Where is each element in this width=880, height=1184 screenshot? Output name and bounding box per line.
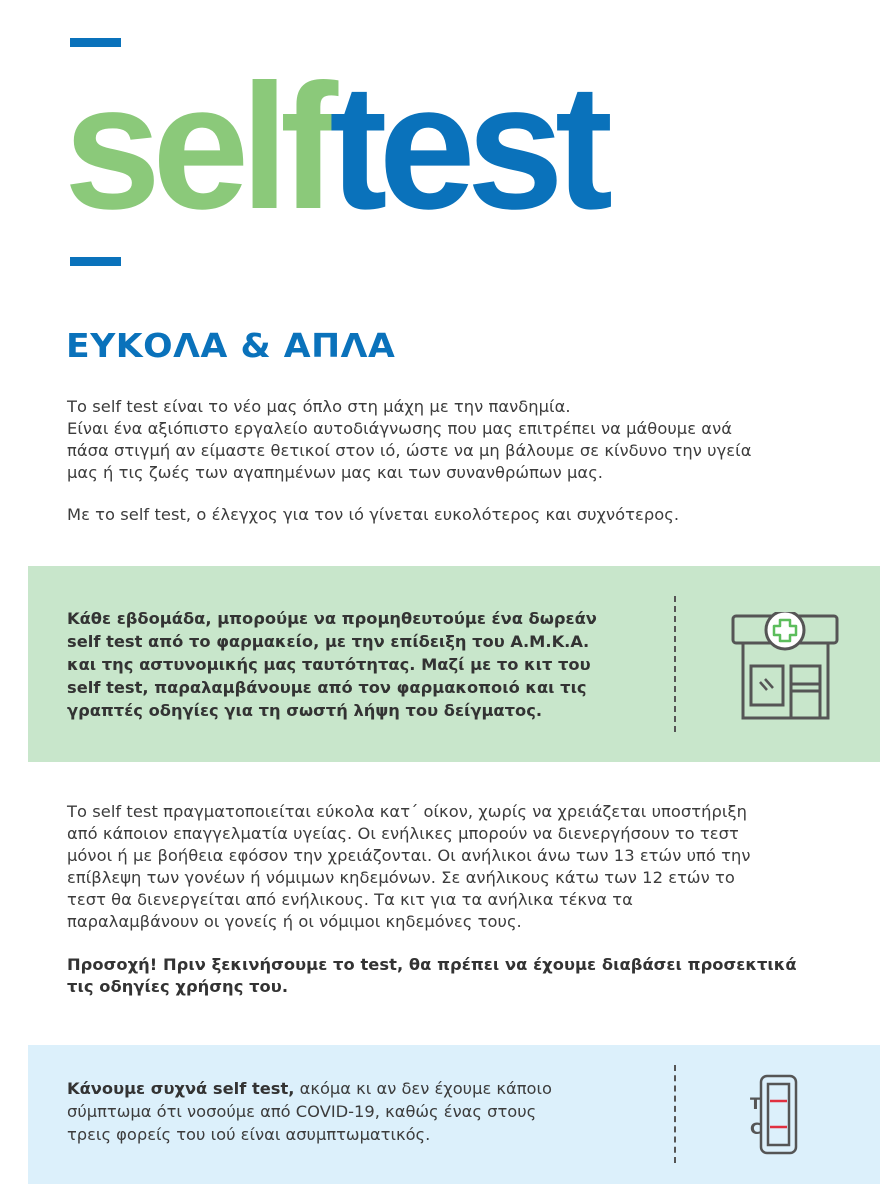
intro-line: Είναι ένα αξιόπιστο εργαλείο αυτοδιάγνωσης που μας επιτρέπει να μάθουμε ανά — [67, 419, 732, 438]
warning-line: τις οδηγίες χρήσης του. — [67, 977, 289, 996]
frequent-testing-text — [67, 1077, 667, 1146]
frequent-line: τρεις φορείς του ιού είναι ασυμπτωματικός. — [67, 1125, 431, 1144]
pharmacy-line: self test, παραλαμβάνουμε από τον φαρμακοποιό και τις — [67, 678, 587, 697]
frequent-testing-box — [28, 1045, 880, 1184]
divider-dashed — [674, 596, 676, 732]
top-accent-dash — [70, 38, 121, 47]
frequent-line: σύμπτωμα ότι νοσούμε από COVID-19, καθώς ένας στους — [67, 1102, 537, 1121]
frequent-line: ακόμα κι αν δεν έχουμε κάποιο — [294, 1079, 552, 1098]
divider-dashed — [674, 1065, 676, 1163]
logo-test: test — [329, 47, 605, 246]
selftest-logo — [64, 47, 605, 246]
pharmacy-line: και της αστυνομικής μας ταυτότητας. Μαζί με το κιτ του — [67, 655, 591, 674]
home-test-line: Το self test πραγματοποιείται εύκολα κατ΄ οίκον, χωρίς να χρειάζεται υποστήριξη — [67, 802, 747, 821]
home-test-line: τεστ θα διενεργείται από ενήλικους. Τα κιτ για τα ανήλικα τέκνα τα — [67, 890, 633, 909]
warning-line: Προσοχή! Πριν ξεκινήσουμε το test, θα πρέπει να έχουμε διαβάσει προσεκτικά — [67, 955, 797, 974]
bottom-accent-dash — [70, 257, 121, 266]
intro-second-paragraph: Με το self test, ο έλεγχος για τον ιό γίνεται ευκολότερος και συχνότερος. — [67, 505, 680, 524]
frequent-bold-lead: Κάνουμε συχνά self test, — [67, 1079, 295, 1098]
pharmacy-line: self test από το φαρμακείο, με την επίδειξη του Α.Μ.Κ.Α. — [67, 632, 590, 651]
intro-paragraph — [67, 396, 857, 484]
intro-line: Το self test είναι το νέο μας όπλο στη μάχη με την πανδημία. — [67, 397, 571, 416]
warning-paragraph — [67, 954, 857, 998]
pharmacy-icon — [730, 612, 842, 722]
pharmacy-info-text — [67, 607, 627, 722]
pharmacy-line: Κάθε εβδομάδα, μπορούμε να προμηθευτούμε ένα δωρεάν — [67, 609, 597, 628]
logo-self: self — [64, 47, 330, 246]
section-heading: ΕΥΚΟΛΑ & ΑΠΛΑ — [66, 326, 396, 365]
test-kit-icon — [738, 1073, 802, 1159]
home-test-line: παραλαμβάνουν οι γονείς ή οι νόμιμοι κηδεμόνες τους. — [67, 912, 522, 931]
home-test-line: από κάποιον επαγγελματία υγείας. Οι ενήλικες μπορούν να διενεργήσουν το τεστ — [67, 824, 739, 843]
pharmacy-line: γραπτές οδηγίες για τη σωστή λήψη του δείγματος. — [67, 701, 543, 720]
home-test-paragraph — [67, 801, 857, 933]
intro-line: μας ή τις ζωές των αγαπημένων μας και των συνανθρώπων μας. — [67, 463, 604, 482]
control-line-label-c: C — [750, 1119, 762, 1138]
pharmacy-info-box — [28, 566, 880, 762]
test-line-label-t: T — [750, 1094, 761, 1113]
intro-line: πάσα στιγμή αν είμαστε θετικοί στον ιό, ώστε να μη βάλουμε σε κίνδυνο την υγεία — [67, 441, 752, 460]
home-test-line: μόνοι ή με βοήθεια εφόσον την χρειάζονται. Οι ανήλικοι άνω των 13 ετών υπό την — [67, 846, 751, 865]
home-test-line: επίβλεψη των γονέων ή νόμιμων κηδεμόνων. Σε ανήλικους κάτω των 12 ετών το — [67, 868, 735, 887]
